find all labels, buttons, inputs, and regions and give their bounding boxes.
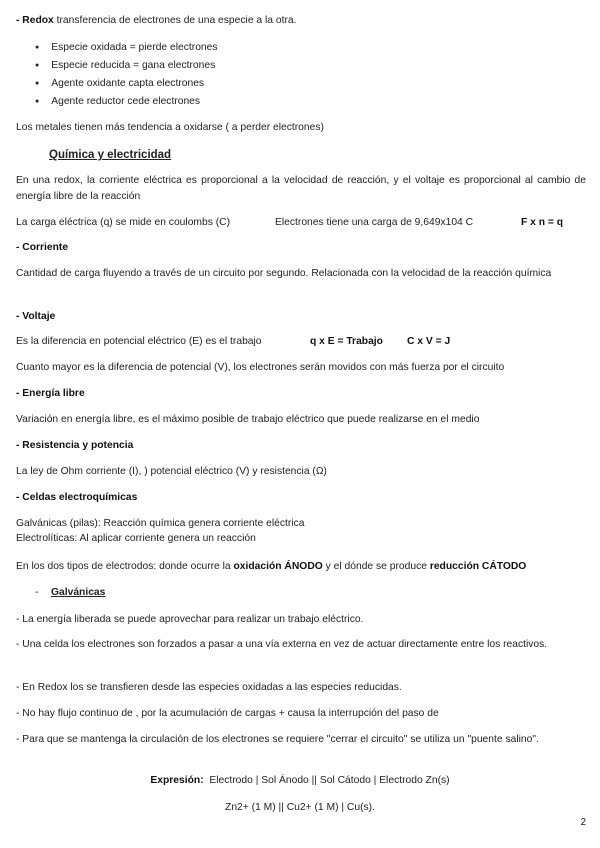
galvanicas-dash: - (35, 587, 39, 598)
faraday-formula: F x n = q (521, 217, 564, 228)
expression-text: Electrodo | Sol Ánodo || Sol Cátodo | Electrodo Zn(s) (209, 775, 450, 786)
celdas-electroliticas: Electrolíticas: Al aplicar corriente genera un reacción (16, 533, 256, 544)
redox-text: transferencia de electrones de una especie a la otra. (53, 15, 297, 26)
redox-paragraph: En una redox, la corriente eléctrica es proporcional a la velocidad de reacción, y el voltaje es proporcional al cambio de energía libre de la reacción (16, 175, 586, 202)
anode-label: oxidación ÁNODO (233, 561, 323, 572)
voltaje-heading: - Voltaje (16, 311, 56, 322)
celdas-heading: - Celdas electroquímicas (16, 492, 138, 503)
celdas-galvanicas: Galvánicas (pilas): Reacción química genera corriente eléctrica (16, 518, 305, 529)
page-number: 2 (580, 817, 586, 828)
energia-heading: - Energía libre (16, 388, 85, 399)
energy-formula: C x V = J (407, 336, 451, 347)
cell-notation: Zn2+ (1 M) || Cu2+ (1 M) | Cu(s). (225, 802, 375, 813)
galvanicas-point: - Para que se mantenga la circulación de los electrones se requiere "cerrar el circuito" se utiliza un "puente salino". (16, 734, 539, 745)
charge-text: La carga eléctrica (q) se mide en coulombs (C) (16, 217, 231, 228)
work-formula: q x E = Trabajo (310, 336, 383, 347)
metals-note: Los metales tienen más tendencia a oxidarse ( a perder electrones) (16, 122, 324, 133)
corriente-heading: - Corriente (16, 242, 69, 253)
resistencia-text: La ley de Ohm corriente (I), ) potencial eléctrico (V) y resistencia (Ω) (16, 466, 327, 477)
galvanicas-heading: Galvánicas (51, 587, 106, 598)
bullet-item: ● Agente reductor cede electrones (35, 95, 200, 110)
electrodes-line: En los dos tipos de electrodos: donde ocurre la oxidación ÁNODO y el dónde se produce reducción CÁTODO (16, 561, 527, 572)
energia-text: Variación en energía libre, es el máximo posible de trabajo eléctrico que puede realizarse en el medio (16, 414, 480, 425)
section-title: Química y electricidad (49, 149, 172, 161)
corriente-text: Cantidad de carga fluyendo a través de un circuito por segundo. Relacionada con la velocidad de la reacción química (16, 268, 552, 279)
electron-charge: Electrones tiene una carga de 9,649x104 C (275, 217, 474, 228)
resistencia-heading: - Resistencia y potencia (16, 440, 134, 451)
voltaje-text: Es la diferencia en potencial eléctrico (E) es el trabajo (16, 336, 262, 347)
redox-definition (16, 14, 296, 28)
expression-label: Expresión: (150, 775, 204, 786)
bullet-item: ● Agente oxidante capta electrones (35, 77, 204, 92)
cathode-label: reducción CÁTODO (429, 561, 527, 572)
cell-expression (0, 774, 600, 788)
redox-term: - Redox (16, 15, 54, 26)
galvanicas-point: - La energía liberada se puede aprovechar para realizar un trabajo eléctrico. (16, 614, 364, 625)
galvanicas-point: - Una celda los electrones son forzados a pasar a una vía externa en vez de actuar directamente entre los reactivos. (16, 639, 548, 650)
galvanicas-point: - No hay flujo continuo de , por la acumulación de cargas + causa la interrupción del paso de (16, 708, 439, 719)
bullet-item: ● Especie reducida = gana electrones (35, 59, 215, 74)
voltaje-text-2: Cuanto mayor es la diferencia de potencial (V), los electrones serán movidos con más fuerza por el circuito (16, 362, 505, 373)
bullet-item: ● Especie oxidada = pierde electrones (35, 41, 218, 56)
galvanicas-point: - En Redox los se transfieren desde las especies oxidadas a las especies reducidas. (16, 682, 402, 693)
